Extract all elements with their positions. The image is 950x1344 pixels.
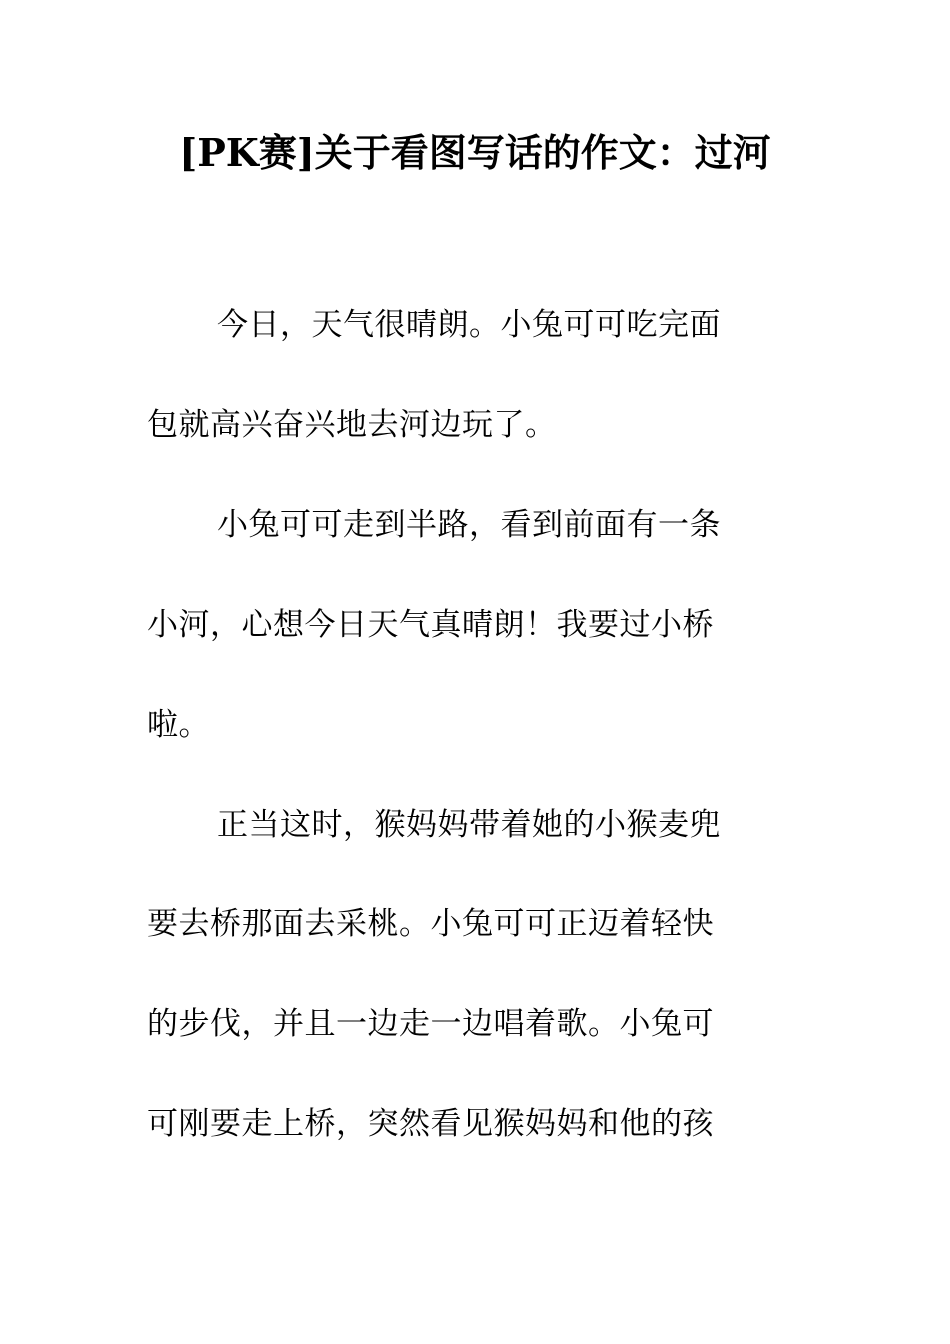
paragraph-line: 包就高兴奋兴地去河边玩了。 (147, 407, 557, 443)
page-title: [PK赛]关于看图写话的作文：过河 (179, 130, 771, 175)
paragraph-line: 啦。 (147, 707, 210, 743)
paragraph-line: 小河，心想今日天气真晴朗！我要过小桥 (147, 607, 714, 643)
paragraph-line: 正当这时，猴妈妈带着她的小猴麦兜 (217, 807, 721, 843)
paragraph-line: 要去桥那面去采桃。小兔可可正迈着轻快 (147, 906, 714, 942)
paragraph-line: 可刚要走上桥，突然看见猴妈妈和他的孩 (147, 1106, 714, 1142)
paragraph-line: 今日，天气很晴朗。小兔可可吃完面 (217, 307, 721, 343)
paragraph-line: 的步伐，并且一边走一边唱着歌。小兔可 (147, 1006, 714, 1042)
paragraph-line: 小兔可可走到半路，看到前面有一条 (217, 507, 721, 543)
